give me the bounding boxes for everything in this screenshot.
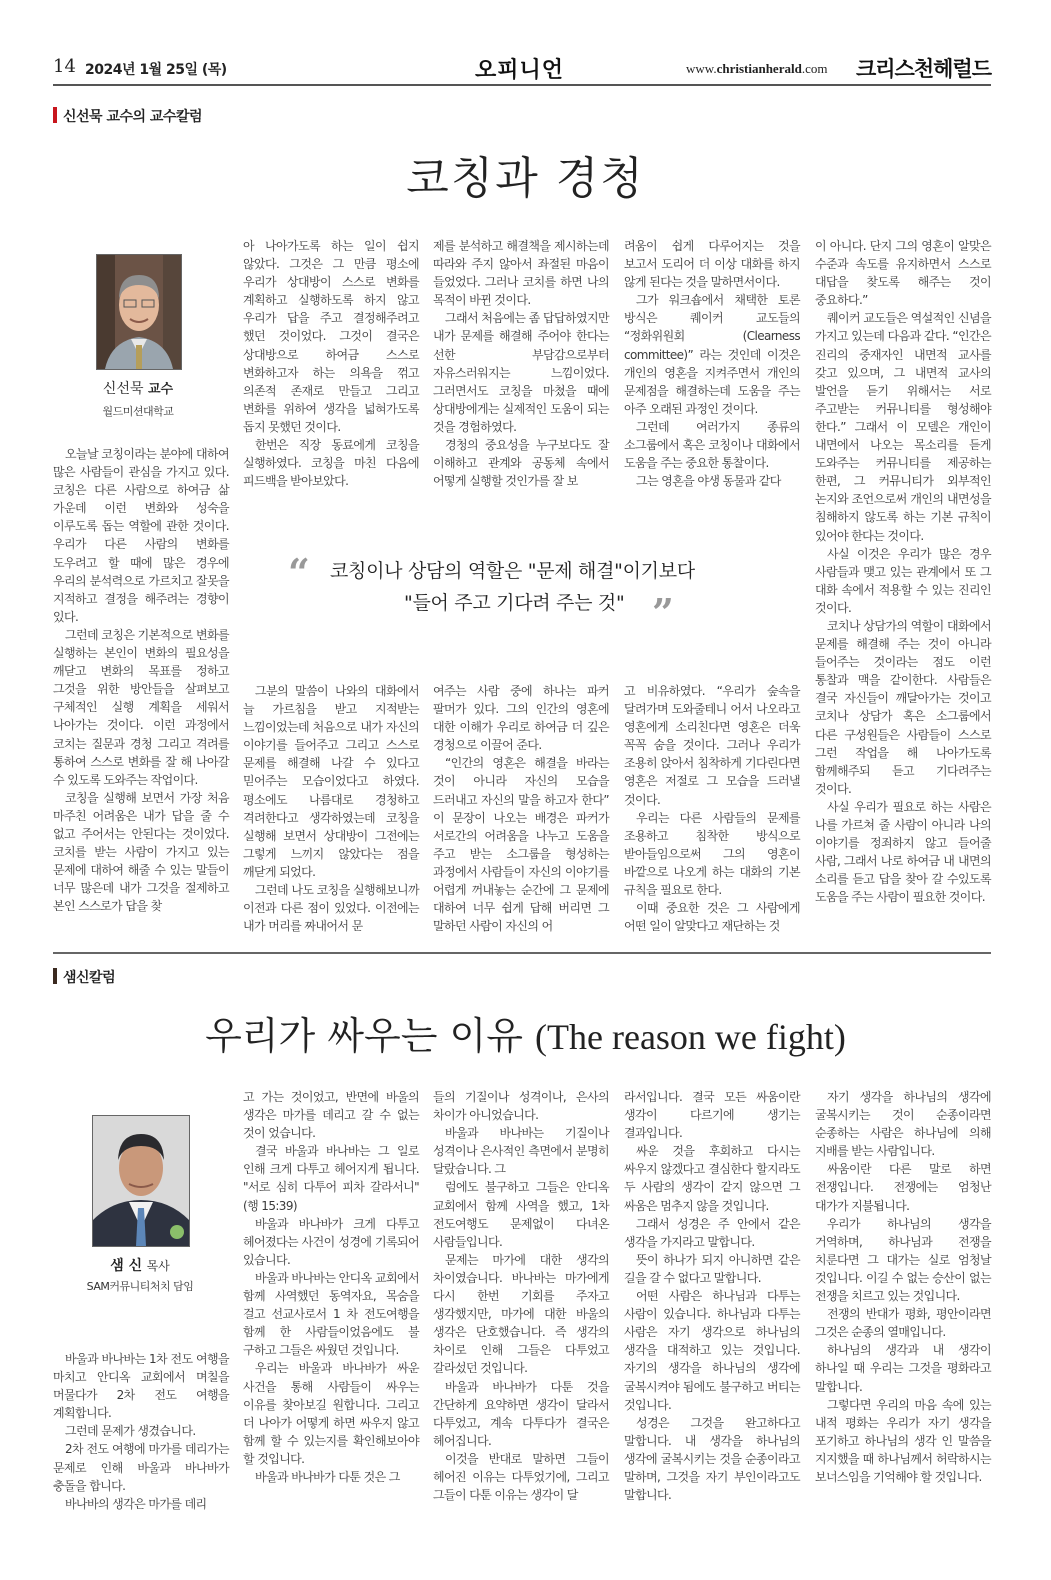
article1-column-3-top [433,237,609,490]
article2-column-1 [53,1350,229,1513]
article2-column-4 [624,1088,800,1504]
paragraph: 그래서 성경은 주 안에서 같은 생각을 가지라고 말합니다. [624,1216,800,1249]
paragraph: 들의 기질이나 성격이나, 은사의 차이가 아니었습니다. [433,1090,609,1123]
paragraph: 그런데 나도 코칭을 실행해보니까 이전과 다른 점이 있었다. 이전에는 내가 머리를 짜내어서 문 [243,883,419,934]
article1-column-5 [815,237,991,906]
author1-portrait-image [97,255,181,369]
author1-title: 교수 [147,382,174,397]
article2-kicker: 샘신칼럼 [53,967,115,987]
paragraph: 이때 중요한 것은 그 사람에게 어떤 일이 알맞다고 재단하는 것 [624,901,800,934]
paragraph: 성경은 그것을 완고하다고 말합니다. 내 생각을 하나님의 생각에 굴복시키는 것을 순종이라고 말하며, 그것을 자기 부인이라고도 말합니다. [624,1415,800,1503]
author2-name: 샘 신 [110,1258,143,1274]
close-quote-icon: ” [652,590,674,635]
paragraph: 자기 생각을 하나님의 생각에 굴복시키는 것이 순종이라면 순종하는 사람은 하나님에 의해 지배를 받는 사람입니다. [815,1090,991,1159]
article1-column-2-top [243,237,419,490]
paragraph: 우리는 다른 사람들의 문제를 조용하고 침착한 방식으로 받아들임으로써 그의 영혼이 바깥으로 나오게 하는 대화의 기본 규칙을 필요로 한다. [624,810,800,898]
paragraph: 바울과 바나바가 다툰 것을 간단하게 요약하면 생각이 달라서 다투었고, 계속 다투다가 결국은 헤어집니다. [433,1379,609,1448]
paragraph: 한번은 직장 동료에게 코칭을 실행하였다. 코칭을 마친 다음에 피드백을 받아보았다. [243,438,419,489]
paragraph: 여주는 사람 중에 하나는 파커 팔머가 있다. 그의 인간의 영혼에 대한 이해가 우리로 하여금 더 깊은 경청으로 이끌어 준다. [433,684,609,753]
paragraph: 그분의 말씀이 나와의 대화에서 늘 가르침을 받고 지적받는 느낌이었는데 처음으로 내가 자신의 이야기를 들어주고 그리고 스스로 문제를 해결해 나갈 수 있다고 믿어주는 모습이었다고 하였다. 평소에도 나름대로 경청하고 격려한다고 생각하였는데 코칭을 실행해 보면서 상대방이 그전에는 그렇게 느끼지 않았다는 점을 깨닫게 되었다. [243,684,419,879]
paragraph: 그가 워크숍에서 채택한 토론 방식은 퀘이커 교도들의 “정화위원회 (Clearness committee)” 라는 것인데 이것은 개인의 영혼을 지켜주면서 개인의 문제점을 해결하는데 도움을 주는 아주 오래된 과정인 것이다. [624,293,800,416]
paragraph: 우리가 하나님의 생각을 거역하며, 하나님과 전쟁을 치룬다면 그 대가는 실로 엄청날 것입니다. 이길 수 없는 승산이 없는 전쟁을 치르고 있는 것입니다. [815,1216,991,1304]
article2-title-english: (The reason we fight) [535,1017,846,1057]
paragraph: 바울과 바나바는 안디옥 교회에서 함께 사역했던 동역자요, 목숨을 걸고 선교사로서 1 차 전도여행을 함께 한 사람들이었음에도 불 구하고 그들은 싸웠던 것입니다. [243,1270,419,1358]
author2-portrait-image [93,1116,189,1246]
article1-column-4-top [624,237,800,490]
article1-column-4-bottom [624,682,800,935]
site-url[interactable] [686,61,827,77]
paragraph: 사실 우리가 필요로 하는 사람은 나를 가르쳐 줄 사람이 아니라 나의 이야기를 정죄하지 않고 들어줄 사람, 그래서 나로 하여금 내 내면의 소리를 듣고 답을 찾아 갈 수있도록 도움을 주는 사람이 필요한 것이다. [815,799,991,905]
url-suffix: .com [801,61,828,76]
url-domain: christianherald [716,61,802,76]
article2-column-3 [433,1088,609,1504]
article2-title [0,1005,1051,1060]
paragraph: 싸움이란 다른 말로 하면 전쟁입니다. 전쟁에는 엄청난 대가가 지불됩니다. [815,1162,991,1213]
paragraph: 아 나아가도록 하는 일이 쉽지 않았다. 그것은 그 만큼 평소에 우리가 상대방이 스스로 변화를 계획하고 실행하도록 하지 않고 우리가 답을 주고 결정해주려고 했던 것이었다. 그것이 결국은 상대방으로 하여금 스스로 변화하고자 하는 의욕을 꺾고 의존적 존재로 만들고 그리고 변화를 위하여 생각을 넓혀가도록 돕지 못했던 것이다. [243,239,419,434]
paragraph: 전쟁의 반대가 평화, 평안이라면 그것은 순종의 열매입니다. [815,1307,991,1340]
paragraph: 결국 바울과 바나바는 그 일로 인해 크게 다투고 헤어지게 됩니다. "서로 심히 다투어 피차 갈라서니"(행 15:39) [243,1144,419,1213]
pull-quote [280,548,710,635]
paragraph: 2차 전도 여행에 마가를 데리가는 문제로 인해 바울과 바나바가 충돌을 합니다. [53,1442,229,1493]
paragraph: 바울과 바나바는 1차 전도 여행을 마치고 안디옥 교회에서 며칠을 머물다가 2차 전도 여행을 계획합니다. [53,1352,229,1421]
paragraph: 바울과 바나바가 다툰 것은 그 [255,1469,400,1484]
author2-affiliation: SAM커뮤니티처치 담임 [86,1280,194,1293]
paragraph: 그래서 처음에는 좀 답답하였지만 내가 문제를 해결해 주어야 한다는 선한 부담감으로부터 자유스러워지는 느낌이었다. 그러면서도 코칭을 마쳤을 때에 상대방에게는 실제적인 도움이 되는 것을 경험하였다. [433,311,609,434]
paragraph: 하나님의 생각과 내 생각이 하나일 때 우리는 그것을 평화라고 말합니다. [815,1343,991,1394]
issue-date: 2024년 1월 25일 (목) [85,62,227,78]
paragraph: 바울과 바나바는 기질이나 성격이나 은사적인 측면에서 분명히 달랐습니다. 그 [433,1126,609,1177]
page-number: 14 [53,56,76,77]
paragraph: 그런데 코칭은 기본적으로 변화를 실행하는 본인이 변화의 필요성을 깨닫고 변화의 목표를 정하고 그것을 위한 방안들을 살펴보고 구체적인 실행 계획을 세워서 나아가는 것이다. 이런 과정에서 코치는 질문과 경청 그리고 격려를 통하여 스스로 변화를 잘 해 나아갈 수 있도록 도와주는 작업이다. [53,627,229,787]
paragraph: 싸운 것을 후회하고 다시는 싸우지 않겠다고 결심한다 할지라도 두 사람의 생각이 같지 않으면 그 싸움은 멈추지 않을 것입니다. [624,1144,800,1213]
paragraph: 경청의 중요성을 누구보다도 잘 이해하고 관계와 공동체 속에서 어떻게 실행할 것인가를 잘 보 [433,438,609,489]
section-title: 오피니언 [475,58,565,83]
paragraph: “인간의 영혼은 해결을 바라는 것이 아니라 자신의 모습을 드러내고 자신의 말을 하고자 한다” 이 문장이 나오는 배경은 파커가 서로간의 어려움을 나누고 도움을 주고 받는 소그룹을 형성하는 과정에서 사람들이 자신의 이야기를 어렵게 꺼내놓는 순간에 그 문제에 대하여 너무 쉽게 답해 버리면 그 말하던 사람이 자신의 어 [433,756,609,934]
paragraph: 그는 영혼을 야생 동물과 같다 [636,474,781,489]
article2-column-2 [243,1088,419,1486]
section-divider [53,952,991,954]
paragraph: 우리는 바울과 바나바가 싸운 사건을 통해 사람들이 싸우는 이유를 찾아보길 원합니다. 그리고 더 나아가 어떻게 하면 싸우지 않고 함께 할 수 있는지를 확인해보아야 할 것입니다. [243,1361,419,1466]
paragraph: 바나바의 생각은 마가를 데리 [65,1496,207,1511]
article1-column-1 [53,445,229,915]
brand-logo: 크리스천헤럴드 [855,57,991,81]
article1-column-2-bottom [243,682,419,935]
paragraph: 이것을 반대로 말하면 그들이 헤어진 이유는 다투었기에, 그리고 그들이 다툰 이유는 생각이 달 [433,1451,609,1503]
author1-photo [96,254,182,370]
paragraph: 오늘날 코칭이라는 분야에 대하여 많은 사람들이 관심을 가지고 있다. 코칭은 다른 사람으로 하여금 삶 가운데 이런 변화와 성숙을 이루도록 돕는 역할에 관한 것이다. 우리가 다른 사람의 변화를 도우려고 할 때에 많은 경우에 우리의 분석력으로 가르치고 잘못을 지적하고 결정을 해주려는 경향이 있다. [53,447,229,624]
paragraph: 그런데 문제가 생겼습니다. [65,1424,196,1439]
author2-byline [68,1255,212,1275]
paragraph: 그런데 여러가지 종류의 소그룹에서 혹은 코칭이나 대화에서 도움을 주는 중요한 통찰이다. [624,419,800,471]
paragraph: 려움이 쉽게 다루어지는 것을 보고서 도리어 더 이상 대화를 하지 않게 된다는 것을 말하면서이다. [624,239,800,290]
paragraph: 뜻이 하나가 되지 아니하면 같은 길을 갈 수 없다고 말합니다. [624,1252,800,1285]
paragraph: 제를 분석하고 해결책을 제시하는데 따라와 주지 않아서 좌절된 마음이 들었었다. 그러나 코치를 하면 나의 목적이 바뀐 것이다. [433,239,609,308]
author1-affiliation: 월드미션대학교 [102,405,174,418]
article2-column-5 [815,1088,991,1486]
paragraph: 고 가는 것이었고, 반면에 바울의 생각은 마가를 데리고 갈 수 없는 것이 었습니다. [243,1090,419,1141]
paragraph: 바울과 바나바가 크게 다투고 헤어졌다는 사건이 성경에 기록되어 있습니다. [243,1216,419,1267]
article1-column-3-bottom [433,682,609,935]
open-quote-icon: “ [288,550,310,595]
paragraph: 코칭을 실행해 보면서 가장 처음 마주친 어려움은 내가 답을 줄 수 없고 주어서는 안된다는 것이었다. 코치를 받는 사람이 가지고 있는 문제에 대하여 해줄 수 있는 말들이 너무 많은데 내가 그것을 절제하고 본인 스스로가 답을 찾 [53,790,229,914]
paragraph: 그렇다면 우리의 마음 속에 있는 내적 평화는 우리가 자기 생각을 포기하고 하나님의 생각 인 말씀을 지지했을 때 하나님께서 허락하시는 보너스임을 기억해야 할 것입니다. [815,1397,991,1484]
masthead [53,52,991,86]
paragraph: 고 비유하였다. “우리가 숲속을 달려가며 도와줄테니 어서 나오라고 영혼에게 소리친다면 영혼은 더욱 꼭꼭 숨을 것이다. 그러나 우리가 조용히 앉아서 침착하게 기다린다면 영혼은 저절로 그 모습을 드러낼 것이다. [624,684,800,807]
paragraph: 사실 이것은 우리가 많은 경우 사람들과 맺고 있는 관계에서 또 그 대화 속에서 적용할 수 있는 진리인 것이다. [815,546,991,615]
pull-quote-line-1: 코칭이나 상담의 역할은 "문제 해결"이기보다 [330,560,695,582]
author1-name: 신선묵 [102,381,144,397]
author2-title: 목사 [146,1259,170,1273]
article1-kicker: 신선묵 교수의 교수칼럼 [53,106,202,126]
paragraph: 럼에도 불구하고 그들은 안디옥 교회에서 함께 사역을 했고, 1차 전도여행도 문제없이 다녀온 사람들입니다. [433,1180,609,1249]
paragraph: 어떤 사람은 하나님과 다투는 사람이 있습니다. 하나님과 다투는 사람은 자기 생각으로 하나님의 생각을 대적하고 있는 것입니다. 자기의 생각을 하나님의 생각에 굴복시켜야 됨에도 불구하고 버티는 것입니다. [624,1289,800,1412]
paragraph: 퀘이커 교도들은 역설적인 신념을 가지고 있는데 다음과 같다. “인간은 진리의 중재자인 내면적 교사를 갖고 있으며, 그 내면적 교사의 발언을 듣기 위해서는 서로 주고받는 커뮤니티를 형성해야 한다.” 그래서 이 모델은 개인이 내면에서 나오는 목소리를 듣게 도와주는 커뮤니티를 제공하는 한편, 그 커뮤니티가 외부적인 논지와 조언으로써 개인의 내면성을 침해하지 않도록 하는 기본 규칙이 있어야 한다는 것이다. [815,311,991,543]
paragraph: 코치나 상담가의 역할이 대화에서 문제를 해결해 주는 것이 아니라 들어주는 것이라는 점도 이런 통찰과 맥을 같이한다. 사람들은 결국 자신들이 깨달아가는 것이고 코치나 상담가 혹은 소그룹에서 다른 구성원들은 사람들이 스스로 그런 작업을 해 나아가도록 함께해주되 듣고 기다려주는 것이다. [815,618,991,796]
url-prefix: www. [686,61,717,76]
pull-quote-line-2: "들어 주고 기다려 주는 것" [404,592,625,614]
article1-title: 코칭과 경청 [406,153,645,204]
paragraph: 이 아니다. 단지 그의 영혼이 알맞은 수준과 속도를 유지하면서 스스로 대답을 찾도록 해주는 것이 중요하다.” [815,239,991,308]
author2-photo [92,1115,190,1247]
paragraph: 문제는 마가에 대한 생각의 차이였습니다. 바나바는 마가에게 다시 한번 기회를 주자고 생각했지만, 마가에 대한 바울의 생각은 단호했습니다. 즉 생각의 차이로 인해 그들은 다투었고 갈라섰던 것입니다. [433,1252,609,1376]
author1-byline [66,378,210,398]
article2-title-korean: 우리가 싸우는 이유 [205,1014,523,1058]
paragraph: 라서입니다. 결국 모든 싸움이란 생각이 다르기에 생기는 결과입니다. [624,1090,800,1141]
